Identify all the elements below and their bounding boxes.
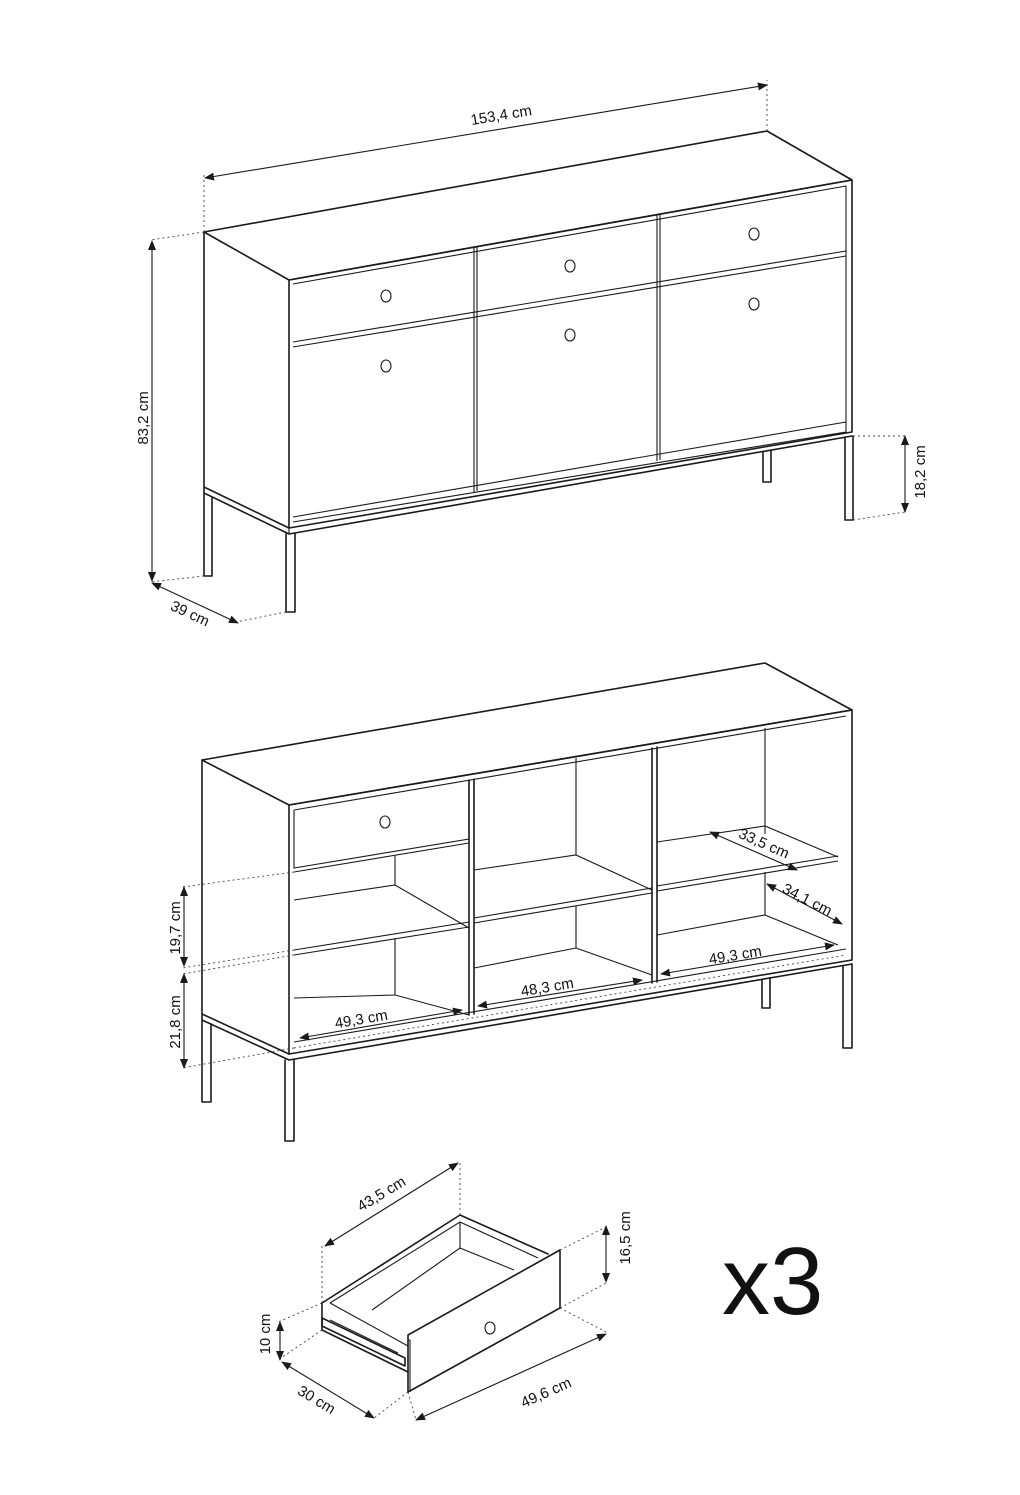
sideboard-interior-view [202, 663, 852, 1141]
dimension-left-shelf-width [300, 1007, 462, 1038]
dimension-shelf-gap-label: 19,7 cm [167, 901, 184, 955]
dimension-left-shelf-width-label: 49,3 cm [333, 1006, 389, 1033]
dimension-drawer-height [560, 1211, 634, 1308]
dimension-depth-label: 39 cm [167, 597, 213, 631]
dimension-leg-height [853, 436, 929, 520]
dimension-middle-shelf-width-label: 48,3 cm [519, 974, 575, 1001]
dimension-right-shelf-width [661, 943, 834, 974]
dimension-drawer-depth [282, 1362, 408, 1418]
dimension-right-bottom-depth-label: 34,1 cm [779, 880, 835, 920]
dimension-right-bottom-depth [767, 880, 842, 924]
dimension-drawer-inner-width [322, 1160, 460, 1303]
drawer-knob-icon [381, 228, 759, 372]
quantity-label: x3 [722, 1228, 824, 1335]
dimension-width [204, 80, 767, 232]
drawer-detail-view [322, 1215, 560, 1392]
dimension-drawer-height-label: 16,5 cm [617, 1211, 634, 1265]
dimension-bottom-gap-label: 21,8 cm [167, 995, 184, 1049]
dimension-right-shelf-width-label: 49,3 cm [707, 942, 763, 969]
dimension-height [135, 232, 204, 582]
dimension-leg-height-label: 18,2 cm [912, 445, 929, 499]
dimension-drawer-front-width-label: 49,6 cm [518, 1374, 575, 1412]
dimension-drawer-side-height-label: 10 cm [257, 1313, 274, 1355]
dimension-shelf-gap [167, 872, 294, 968]
drawer-knob-icon [485, 1322, 495, 1334]
dimension-drawer-front-width [408, 1308, 608, 1420]
sideboard-closed-view [204, 131, 853, 612]
dimension-height-label: 83,2 cm [135, 391, 152, 445]
dimension-drawer-inner-width-label: 43,5 cm [354, 1173, 409, 1216]
drawer-knob-icon [380, 816, 390, 828]
dimension-right-shelf-depth-label: 33,5 cm [735, 825, 792, 863]
dimension-middle-shelf-width [478, 975, 642, 1006]
dimension-width-label: 153,4 cm [469, 102, 534, 130]
dimension-depth [152, 583, 286, 630]
dimension-drawer-side-height [257, 1303, 322, 1360]
dimension-bottom-gap [167, 955, 294, 1068]
dimension-drawer-depth-label: 30 cm [294, 1382, 339, 1418]
